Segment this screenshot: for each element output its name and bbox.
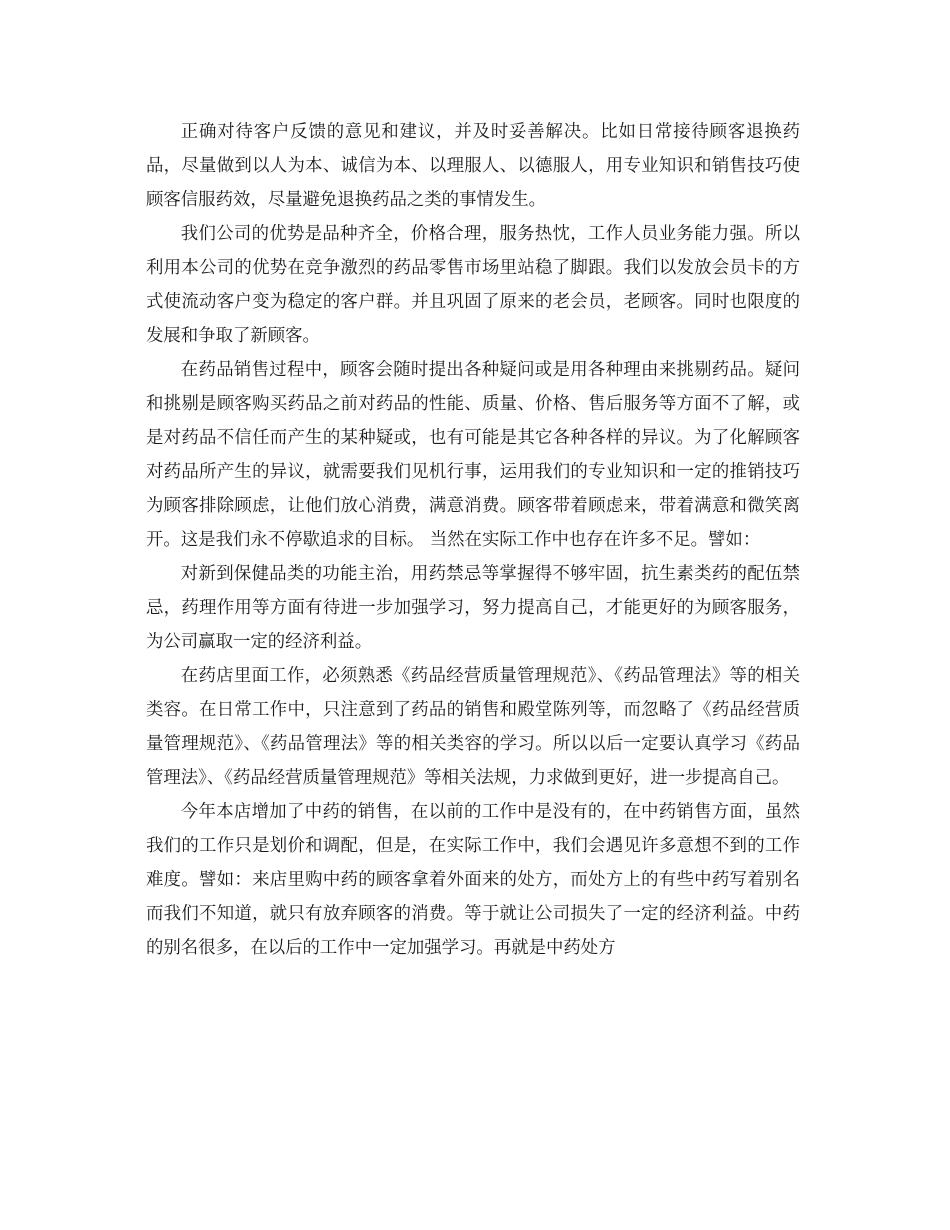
paragraph-company-advantages: 我们公司的优势是品种齐全，价格合理，服务热忱，工作人员业务能力强。所以利用本公司的优势在竞争激烈的药品零售市场里站稳了脚跟。我们以发放会员卡的方式使流动客户变为稳定的客户群。并且巩固了原来的老会员，老顾客。同时也限度的发展和争取了新顾客。: [146, 224, 800, 346]
paragraph-chinese-medicine: 今年本店增加了中药的销售，在以前的工作中是没有的，在中药销售方面，虽然我们的工作只是划价和调配，但是，在实际工作中，我们会遇见许多意想不到的工作难度。譬如：来店里购中药的顾客拿着外面来的处方，而处方上的有些中药写着别名而我们不知道，就只有放弃顾客的消费。等于就让公司损失了一定的经济利益。中药的别名很多，在以后的工作中一定加强学习。再就是中药处方: [146, 802, 800, 958]
document-body: [146, 115, 800, 965]
paragraph-customer-objections: 在药品销售过程中，顾客会随时提出各种疑问或是用各种理由来挑剔药品。疑问和挑剔是顾客购买药品之前对药品的性能、质量、价格、售后服务等方面不了解，或是对药品不信任而产生的某种疑或，也有可能是其它各种各样的异议。为了化解顾客对药品所产生的异议，就需要我们见机行事，运用我们的专业知识和一定的推销技巧为顾客排除顾虑，让他们放心消费，满意消费。顾客带着顾虑来，带着满意和微笑离开。这是我们永不停歇追求的目标。 当然在实际工作中也存在许多不足。譬如：: [146, 360, 800, 550]
paragraph-health-products: 对新到保健品类的功能主治，用药禁忌等掌握得不够牢固，抗生素类药的配伍禁忌，药理作用等方面有待进一步加强学习，努力提高自己，才能更好的为顾客服务，为公司赢取一定的经济利益。: [146, 564, 800, 652]
paragraph-customer-feedback: 正确对待客户反馈的意见和建议，并及时妥善解决。比如日常接待顾客退换药品，尽量做到以人为本、诚信为本、以理服人、以德服人，用专业知识和销售技巧使顾客信服药效，尽量避免退换药品之类的事情发生。: [146, 122, 800, 210]
paragraph-regulations: 在药店里面工作，必须熟悉《药品经营质量管理规范》、《药品管理法》等的相关类容。在日常工作中，只注意到了药品的销售和殿堂陈列等，而忽略了《药品经营质量管理规范》、《药品管理法》等的相关类容的学习。所以以后一定要认真学习《药品管理法》、《药品经营质量管理规范》等相关法规，力求做到更好，进一步提高自己。: [146, 666, 800, 788]
